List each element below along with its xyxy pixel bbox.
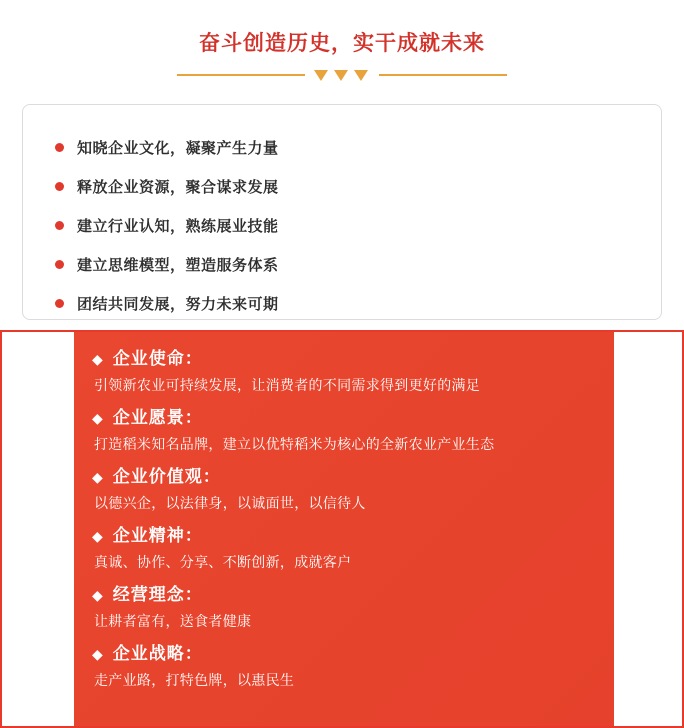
culture-item-header (92, 641, 596, 667)
culture-item-title: 企业愿景： (112, 408, 203, 427)
decorative-divider (177, 68, 507, 82)
list-item-label: 建立思维模型，塑造服务体系 (77, 256, 279, 274)
divider-line-left (177, 74, 305, 76)
bullet-dot-icon (55, 143, 64, 152)
page-title: 奋斗创造历史，实干成就未来 (199, 32, 485, 55)
bullet-dot-icon (55, 182, 64, 191)
culture-panel-body (74, 332, 614, 726)
culture-item (92, 464, 596, 514)
header (0, 0, 684, 82)
culture-item-title: 企业精神： (112, 526, 203, 545)
list-item (55, 168, 661, 204)
culture-item-header (92, 464, 596, 490)
list-item (55, 129, 661, 165)
culture-item-header (92, 523, 596, 549)
culture-item-title: 企业使命： (112, 349, 203, 368)
list-item (55, 285, 661, 321)
diamond-bullet-icon: ◆ (92, 528, 103, 544)
culture-item-body: 让耕者富有，送食者健康 (94, 613, 252, 629)
list-item-label: 释放企业资源，聚合谋求发展 (77, 178, 279, 196)
list-item (55, 246, 661, 282)
list-item-label: 团结共同发展，努力未来可期 (77, 295, 279, 313)
triangle-ornament-icon (314, 70, 328, 81)
list-item-label: 建立行业认知，熟练展业技能 (77, 217, 279, 235)
culture-item-body: 引领新农业可持续发展，让消费者的不同需求得到更好的满足 (94, 377, 481, 393)
culture-panel (0, 330, 684, 728)
culture-item-header (92, 405, 596, 431)
divider-line-right (379, 74, 507, 76)
goals-card (22, 104, 662, 320)
culture-item (92, 405, 596, 455)
diamond-bullet-icon: ◆ (92, 646, 103, 662)
diamond-bullet-icon: ◆ (92, 587, 103, 603)
triangle-ornament-icon (354, 70, 368, 81)
triangle-ornament-icon (334, 70, 348, 81)
culture-item-title: 经营理念： (112, 585, 203, 604)
culture-item-body: 以德兴企，以法律身，以诚面世，以信待人 (94, 495, 366, 511)
culture-item (92, 641, 596, 691)
culture-item-body: 走产业路，打特色牌，以惠民生 (94, 672, 295, 688)
culture-item-header (92, 346, 596, 372)
culture-item-body: 打造稻米知名品牌，建立以优特稻米为核心的全新农业产业生态 (94, 436, 495, 452)
culture-item (92, 523, 596, 573)
culture-item-title: 企业价值观： (112, 467, 221, 486)
list-item-label: 知晓企业文化，凝聚产生力量 (77, 139, 279, 157)
bullet-dot-icon (55, 221, 64, 230)
culture-item-title: 企业战略： (112, 644, 203, 663)
culture-item-body: 真诚、协作、分享、不断创新，成就客户 (94, 554, 352, 570)
diamond-bullet-icon: ◆ (92, 469, 103, 485)
diamond-bullet-icon: ◆ (92, 351, 103, 367)
bullet-dot-icon (55, 299, 64, 308)
culture-item-header (92, 582, 596, 608)
culture-item (92, 582, 596, 632)
culture-item (92, 346, 596, 396)
diamond-bullet-icon: ◆ (92, 410, 103, 426)
bullet-dot-icon (55, 260, 64, 269)
list-item (55, 207, 661, 243)
